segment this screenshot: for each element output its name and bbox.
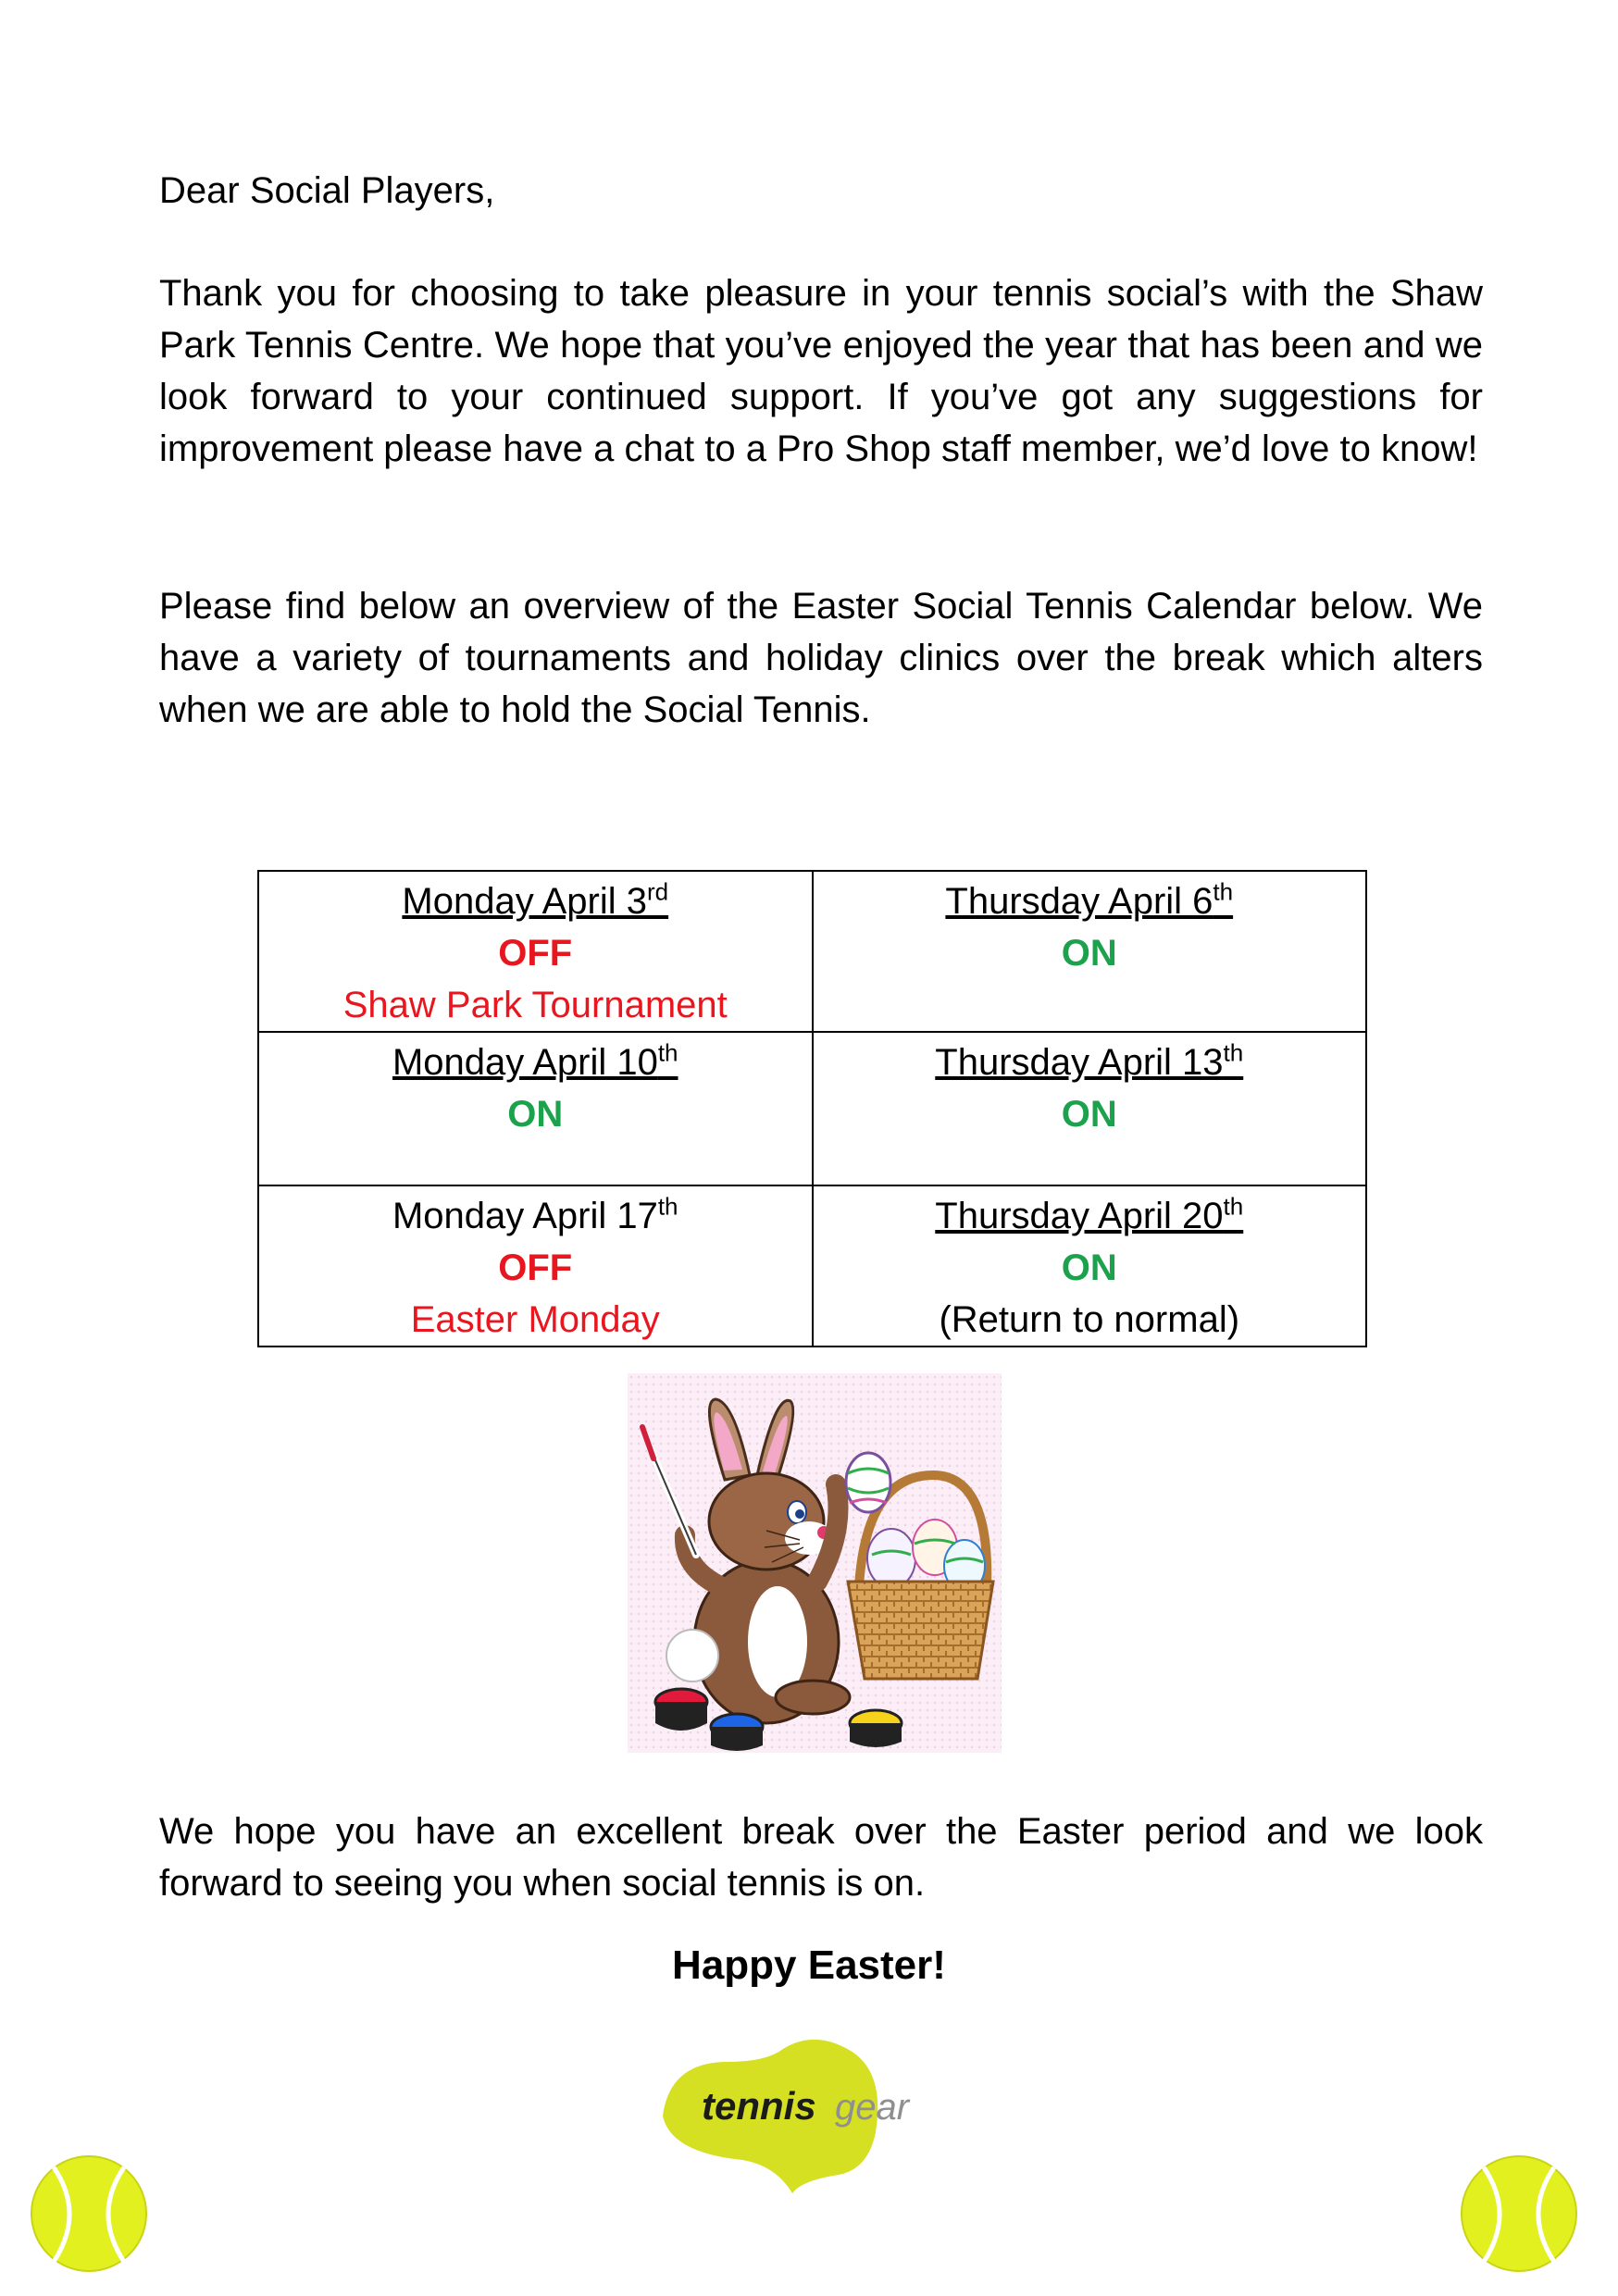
- day-label: Thursday April 13th: [935, 1038, 1244, 1083]
- status-badge: OFF: [498, 933, 573, 974]
- table-row: [258, 871, 1366, 1032]
- schedule-cell: [258, 1032, 813, 1185]
- schedule-cell: [813, 1185, 1367, 1347]
- logo-word-gear: gear: [835, 2087, 910, 2128]
- day-label: Thursday April 20th: [935, 1192, 1244, 1236]
- logo-word-tennis: tennis: [702, 2084, 816, 2128]
- tennis-ball-icon: [1458, 2153, 1580, 2275]
- note: Shaw Park Tournament: [342, 985, 728, 1025]
- calendar-paragraph: Please find below an overview of the Easter Social Tennis Calendar below. We have a variety of tournaments and holiday clinics over the break which alters when we are able to hold the Social Tennis.: [159, 586, 1483, 730]
- schedule-cell: [258, 871, 813, 1032]
- schedule-cell: [813, 871, 1367, 1032]
- salutation: Dear Social Players,: [159, 170, 495, 211]
- status-badge: ON: [1061, 933, 1117, 974]
- status-badge: OFF: [498, 1247, 573, 1288]
- day-label: Monday April 10th: [392, 1038, 678, 1083]
- schedule-cell: [813, 1032, 1367, 1185]
- intro-paragraph: Thank you for choosing to take pleasure in your tennis social’s with the Shaw Park Tennis Centre. We hope that you’ve enjoyed the year that has been and we look forward to your continued support. If you’ve got any suggestions for improvement please have a chat to a Pro Shop staff member, we’d love to know!: [159, 273, 1483, 469]
- schedule-cell: [258, 1185, 813, 1347]
- easter-schedule-table: [257, 870, 1367, 1347]
- note: Easter Monday: [410, 1299, 660, 1340]
- day-label: Thursday April 6th: [945, 877, 1234, 922]
- table-row: [258, 1185, 1366, 1347]
- day-label: Monday April 17th: [392, 1192, 678, 1236]
- tennis-ball-icon: [28, 2153, 150, 2275]
- day-label: Monday April 3rd: [402, 877, 669, 922]
- status-badge: ON: [1061, 1247, 1117, 1288]
- note: (Return to normal): [939, 1299, 1240, 1340]
- status-badge: ON: [1061, 1094, 1117, 1135]
- table-row: [258, 1032, 1366, 1185]
- easter-bunny-illustration: [628, 1373, 1002, 1753]
- sign-off: Happy Easter!: [672, 1942, 946, 1988]
- status-badge: ON: [507, 1094, 564, 1135]
- tennis-gear-logo: [653, 2030, 942, 2193]
- closing-paragraph: We hope you have an excellent break over the Easter period and we look forward to seeing you when social tennis is on.: [159, 1811, 1483, 1904]
